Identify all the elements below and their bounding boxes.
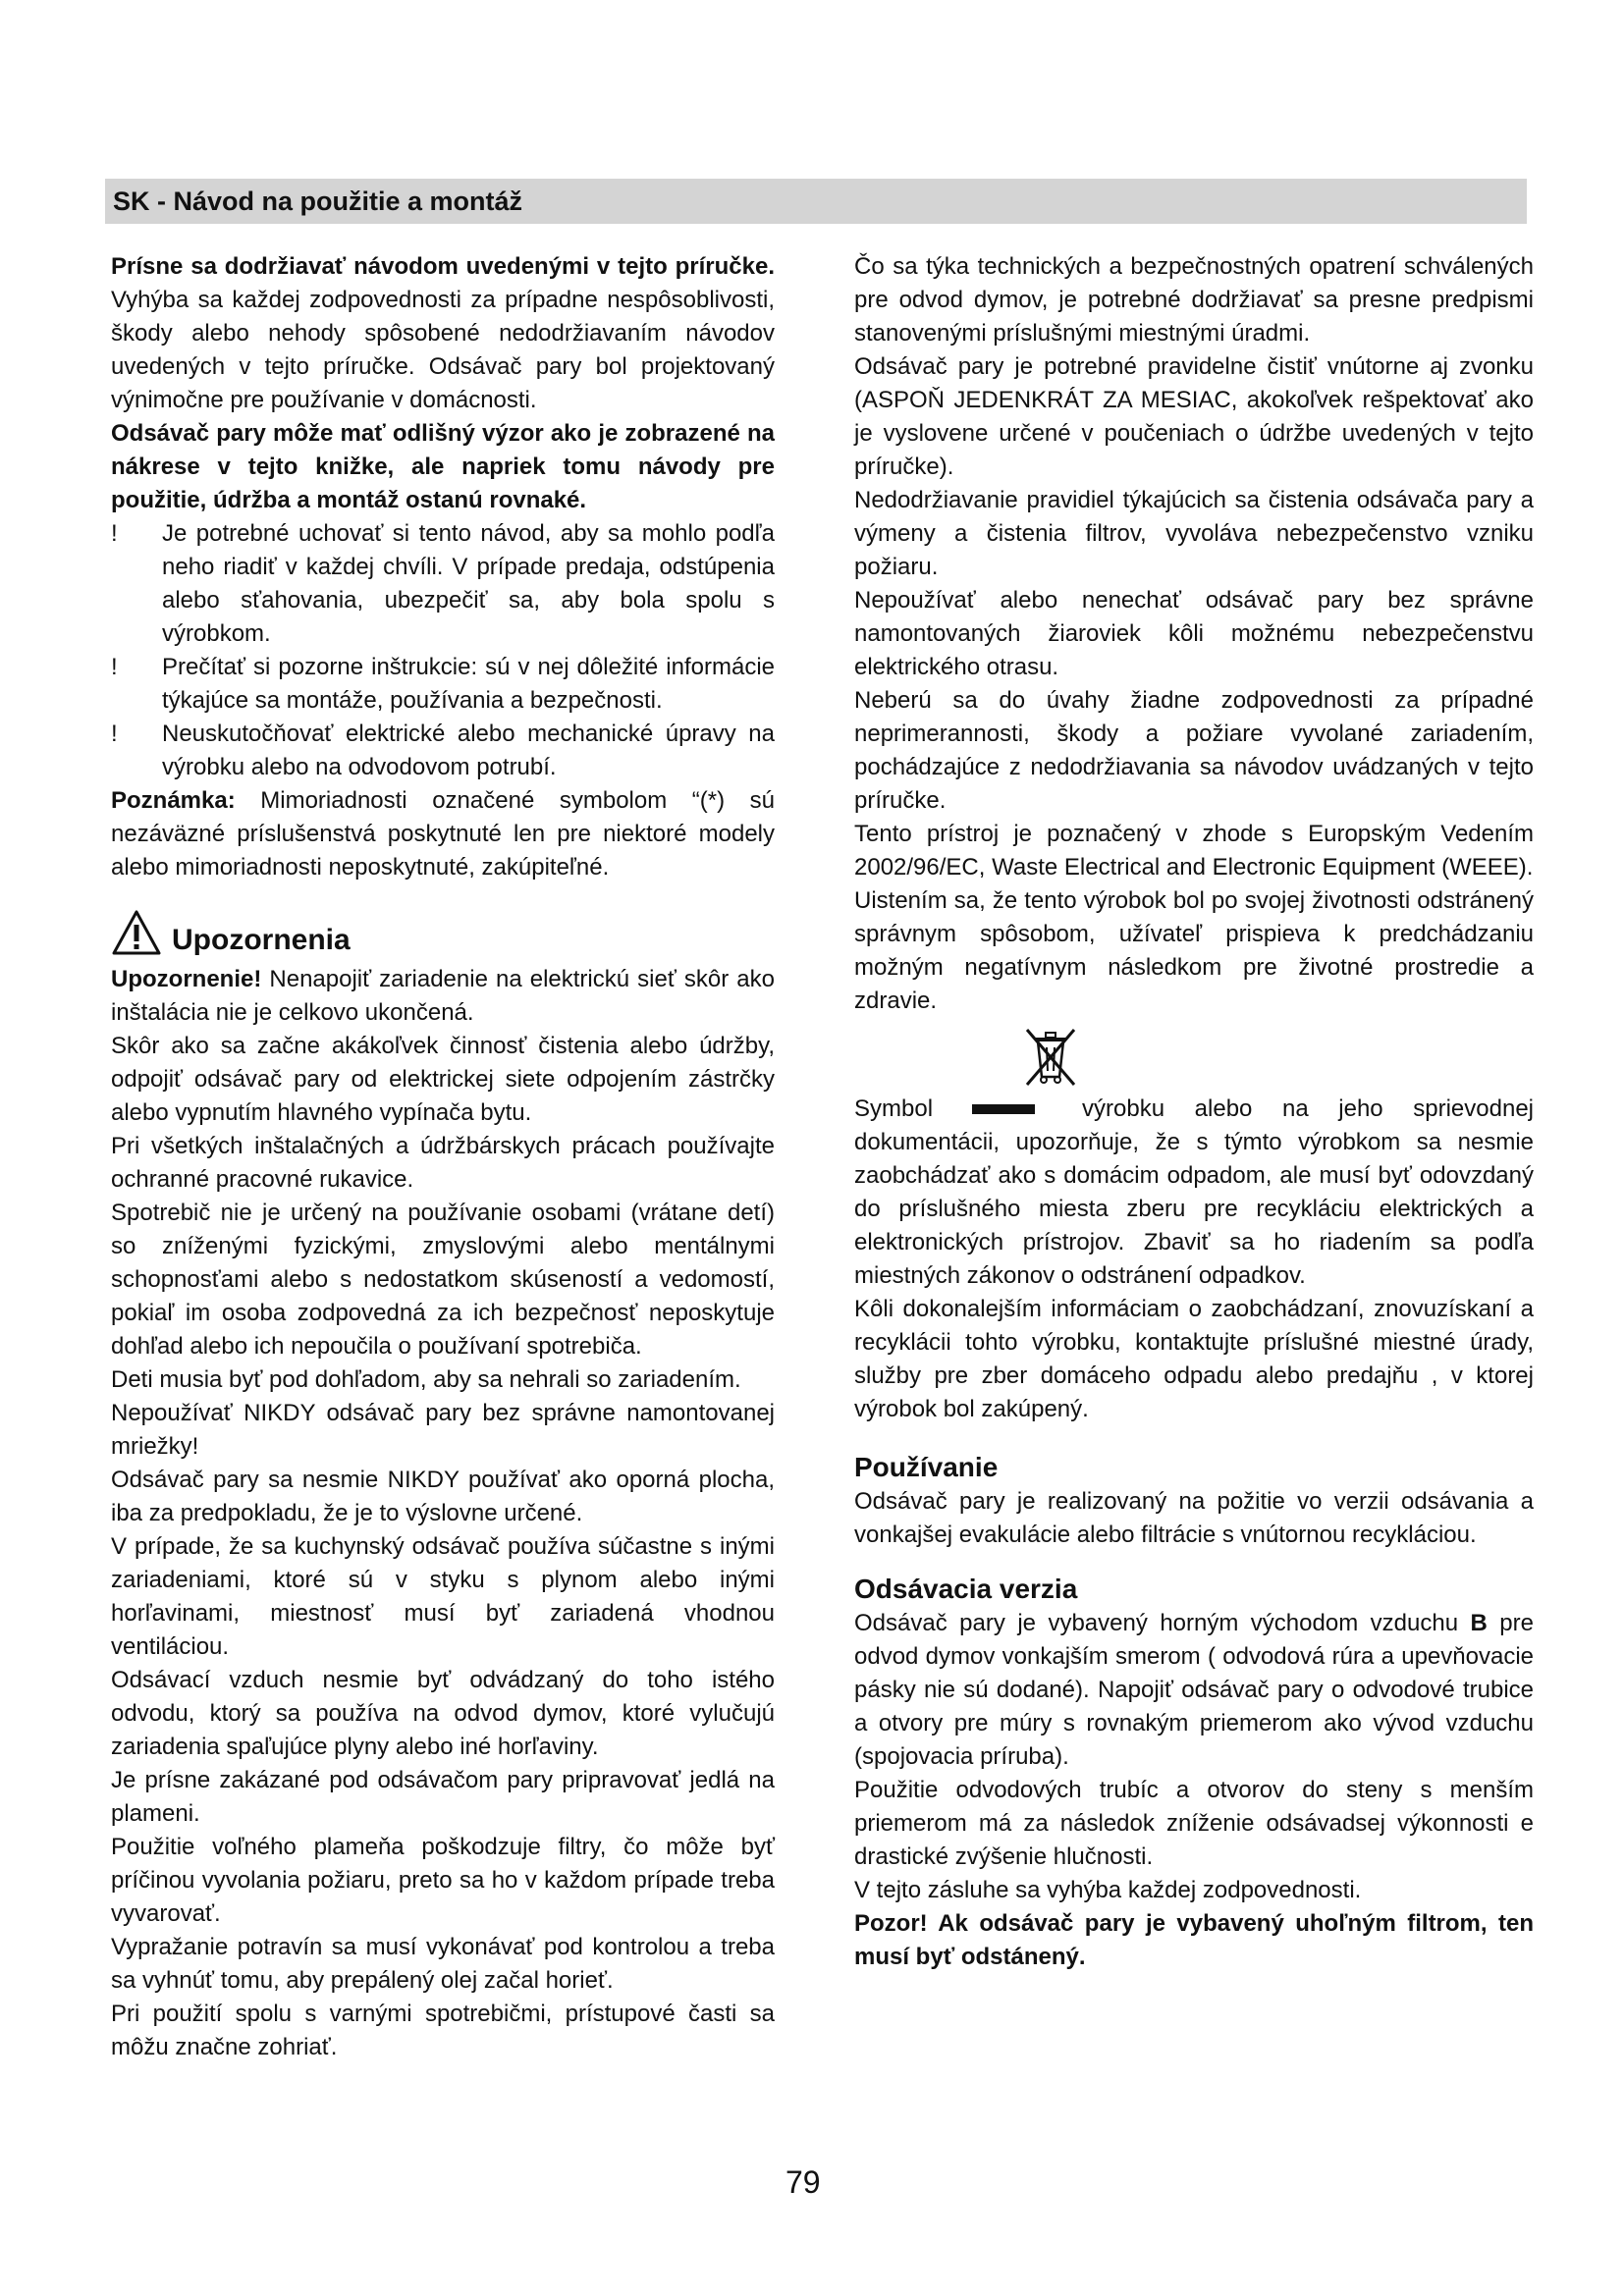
warning-paragraph [111,963,775,1030]
safety-paragraph: Skôr ako sa začne akákoľvek činnosť čistenia alebo údržby, odpojiť odsávač pary od elektrickej siete odpojením zástrčky alebo vypnutím hlavného vypínača bytu. [111,1033,775,1126]
disposal-paragraph: dokumentácii, upozorňuje, že s týmto výrobkom sa nesmie zaobchádzať ako s domácim odpadom, ale musí byť odovzdaný do príslušného miesta zberu pre recykláciu elektrických a elektronických prístrojov. Zbaviť sa ho riadením sa podľa miestných zákonov o odstránení odpadkov. [854,1129,1534,1289]
safety-paragraph: Deti musia byť pod dohľadom, aby sa nehrali so zariadením. [111,1366,741,1393]
extraction-text-c: pre odvod dymov vonkajším smerom ( odvodová rúra a upevňovacie pásky nie sú dodané). Napojiť odsávač pary o odvodové trubice a otvory pre múry s rovnakým priemerom ako vývod vzduchu (spojovacia príruba). [854,1610,1534,1770]
warning-triangle-icon [111,909,162,956]
bullet-item [111,651,775,718]
bullet-mark: ! [111,721,118,747]
bullet-text: Prečítať si pozorne inštrukcie: sú v nej dôležité informácie týkajúce sa montáže, používania a bezpečnosti. [162,654,775,714]
outlet-label-b: B [1470,1610,1488,1636]
note-text: Mimoriadnosti označené symbolom “(*) sú nezáväzné príslušenstvá poskytnuté len pre niektoré modely alebo mimoriadnosti neposkytnuté, zakúpiteľné. [111,787,775,881]
warning-label: Upozornenie! [111,966,262,992]
extraction-paragraph-3: V tejto zásluhe sa vyhýba každej zodpovednosti. [854,1877,1362,1903]
extraction-heading: Odsávacia verzia [854,1574,1078,1604]
appearance-note: Odsávač pary môže mať odlišný výzor ako je zobrazené na nákrese v tejto knižke, ale napriek tomu návody pre použitie, údržba a montáž ostanú rovnaké. [111,420,775,513]
info-paragraph: Čo sa týka technických a bezpečnostných opatrení schválených pre odvod dymov, je potrebné dodržiavať sa presne predpismi stanovenými príslušnými miestnými úradmi. [854,253,1534,347]
info-paragraph: Tento prístroj je poznačený v zhode s Europským Vedením 2002/96/EC, Waste Electrical and Electronic Equipment (WEEE). [854,821,1534,881]
bullet-mark: ! [111,654,118,680]
safety-paragraph: Je prísne zakázané pod odsávačom pary pripravovať jedlá na plameni. [111,1767,775,1827]
crossed-bin-icon [1021,1024,1080,1089]
warning-text: Nenapojiť zariadenie na elektrickú sieť skôr ako inštalácia nie je celkovo ukončená. [111,966,775,1026]
warnings-heading [111,902,775,963]
safety-paragraph: Pri všetkých inštalačných a údržbárskych prácach používajte ochranné pracovné rukavice. [111,1133,775,1193]
info-paragraph: Nepoužívať alebo nenechať odsávač pary bez správne namontovaných žiaroviek kôli možnému nebezpečenstvu elektrického otrasu. [854,587,1534,680]
info-paragraph: Nedodržiavanie pravidiel týkajúcich sa čistenia odsávača pary a výmeny a čistenia filtrov, vyvoláva nebezpečenstvo vzniku požiaru. [854,487,1534,580]
usage-paragraph: Odsávač pary je realizovaný na požitie vo verzii odsávania a vonkajšej evakulácie alebo filtrácie s vnútornou recykláciou. [854,1488,1534,1548]
symbol-rest: výrobku alebo na jeho sprievodnej [1082,1095,1534,1122]
section-header [105,179,1527,224]
safety-paragraph: Spotrebič nie je určený na používanie osobami (vrátane detí) so zníženými fyzickými, zmyslovými alebo mentálnymi schopnosťami alebo s nedostatkom skúseností a vedomostí, pokiaľ im osoba zodpovedná za ich bezpečnosť neposkytuje dohľad alebo ich nepoučila o používaní spotrebiča. [111,1200,775,1360]
intro-bold: Prísne sa dodržiavať návodom uvedenými v tejto príručke. [111,253,775,280]
bullet-mark: ! [111,520,118,547]
symbol-word: Symbol [854,1095,934,1122]
info-paragraph: Neberú sa do úvahy žiadne zodpovednosti za prípadné neprimerannosti, škody a požiare vyvolané zariadením, pochádzajúce z nedodržiavania sa návodov uvádzaných v tejto príručke. [854,687,1534,814]
carbon-filter-warning: Pozor! Ak odsávač pary je vybavený uhoľným filtrom, ten musí byť odstánený. [854,1910,1534,1970]
usage-heading: Používanie [854,1452,999,1482]
page-number: 79 [785,2164,821,2200]
left-column [111,250,775,2064]
bullet-text: Neuskutočňovať elektrické alebo mechanické úpravy na výrobku alebo na odvodovom potrubí. [162,721,775,780]
extraction-paragraph [854,1607,1534,1774]
safety-paragraph: Pri použití spolu s varnými spotrebičmi, prístupové časti sa môžu značne zohriať. [111,2001,775,2060]
symbol-line [854,1093,1534,1126]
extraction-paragraph-2: Použitie odvodových trubíc a otvorov do steny s menším priemerom má za následok zníženie odsávadsej výkonnosti e drastické zvýšenie hlučnosti. [854,1777,1534,1870]
recycling-paragraph: Kôli dokonalejším informáciam o zaobchádzaní, znovuzískaní a recyklácii tohto výrobku, kontaktujte príslušné miestné úrady, služby pre zber domáceho odpadu alebo predajňu , v ktorej výrobok bol zakúpený. [854,1296,1534,1422]
note-label: Poznámka: [111,787,236,814]
bullet-text: Je potrebné uchovať si tento návod, aby sa mohlo podľa neho riadiť v každej chvíli. V prípade predaja, odstúpenia alebo sťahovania, ubezpečiť sa, aby bola spolu s výrobkom. [162,520,775,647]
black-bar-icon [972,1104,1035,1114]
safety-paragraph: V prípade, že sa kuchynský odsávač používa súčastne s inými zariadeniami, ktoré sú v styku s plynom alebo inými horľavinami, miestnosť musí byť zariadená vhodnou ventiláciou. [111,1533,775,1660]
safety-paragraph: Odsávací vzduch nesmie byť odvádzaný do toho istého odvodu, ktorý sa používa na odvod dymov, ktoré vylučujú zariadenia spaľujúce plyny alebo iné horľaviny. [111,1667,775,1760]
intro-paragraph [111,250,775,417]
info-paragraph: Odsávač pary je potrebné pravidelne čistiť vnútorne aj zvonku (ASPOŇ JEDENKRÁT ZA MESIAC, akokoľvek rešpektovať ako je vyslovene určené v poučeniach o údržbe uvedených v tejto príručke). [854,353,1534,480]
safety-paragraph: Použitie voľného plameňa poškodzuje filtry, čo môže byť príčinou vyvolania požiaru, preto sa ho v každom prípade treba vyvarovať. [111,1834,775,1927]
safety-paragraph: Nepoužívať NIKDY odsávač pary bez správne namontovanej mriežky! [111,1400,775,1460]
bullet-item [111,718,775,784]
bullet-item [111,517,775,651]
section-title: SK - Návod na použitie a montáž [113,187,523,216]
note-paragraph [111,784,775,884]
right-column [854,250,1534,1974]
safety-paragraph: Vypražanie potravín sa musí vykonávať pod kontrolou a treba sa vyhnúť tomu, aby prepálený olej začal horieť. [111,1934,775,1994]
intro-rest: Vyhýba sa každej zodpovednosti za prípadne nespôsoblivosti, škody alebo nehody spôsobené nedodržiavaním návodov uvedených v tejto príručke. Odsávač pary bol projektovaný výnimočne pre používanie v domácnosti. [111,287,775,413]
extraction-text-a: Odsávač pary je vybavený horným východom vzduchu [854,1610,1471,1636]
warnings-title: Upozornenia [172,924,351,956]
safety-paragraph: Odsávač pary sa nesmie NIKDY používať ako oporná plocha, iba za predpokladu, že je to výslovne určené. [111,1467,775,1526]
info-paragraph: Uistením sa, že tento výrobok bol po svojej životnosti odstránený správnym spôsobom, užívateľ prispieva k predchádzaniu možným negatívnym následkom pre životné prostredie a zdravie. [854,887,1534,1014]
